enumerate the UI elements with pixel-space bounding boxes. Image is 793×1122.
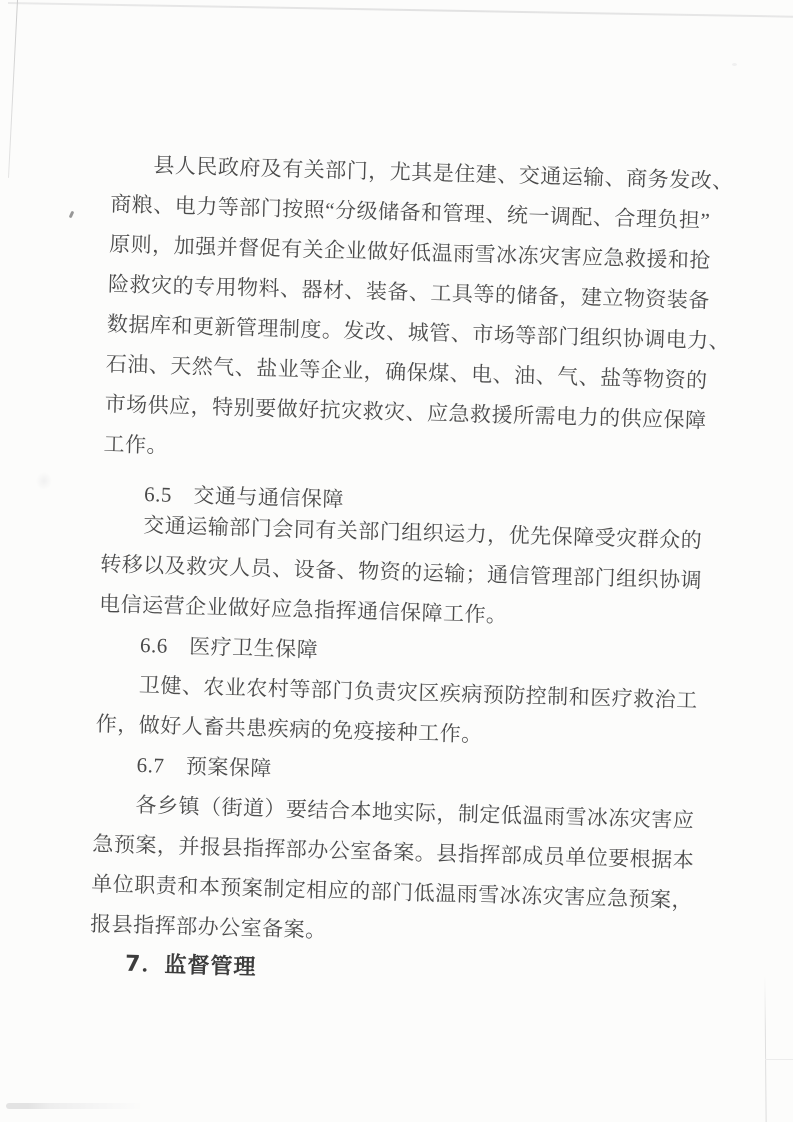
text-line: 险救灾的专用物料、器材、装备、工具等的储备，建立物资装备 (107, 271, 711, 313)
scan-artifact-smudge (36, 472, 52, 490)
text-line: 卫健、农业农村等部门负责灾区疾病预防控制和医疗救治工 (138, 672, 699, 713)
section-heading-6-5: 6.5 交通与通信保障 (143, 482, 345, 512)
text-line: 单位职责和本预案制定相应的部门低温雨雪冰冻灾害应急预案， (91, 871, 694, 913)
text-line: 交通运输部门会同有关部门组织运力，优先保障受灾群众的 (143, 513, 703, 553)
scan-artifact-ink-speck (69, 211, 75, 219)
text-line: 石油、天然气、盐业等企业，确保煤、电、油、气、盐等物资的 (105, 351, 708, 393)
text-line: 各乡镇（街道）要结合本地实际，制定低温雨雪冰冻灾害应 (135, 792, 695, 833)
text-line: 报县指挥部办公室备案。 (89, 911, 327, 943)
text-line: 电信运营企业做好应急指挥通信保障工作。 (98, 591, 508, 628)
text-line: 原则，加强并督促有关企业做好低温雨雪冰冻灾害应急救援和抢 (108, 231, 712, 273)
scan-artifact-top-edge (8, 2, 793, 17)
text-line: 转移以及救灾人员、设备、物资的运输；通信管理部门组织协调 (99, 551, 703, 593)
text-line: 作，做好人畜共患疾病的免疫接种工作。 (95, 711, 483, 747)
scan-artifact-right-branch (765, 1059, 793, 1060)
document-text-block (89, 144, 735, 1000)
scan-artifact-left-edge (8, 0, 18, 178)
text-line: 数据库和更新管理制度。发改、城管、市场等部门组织协调电力、 (106, 311, 731, 354)
scan-artifact-bottom-smudge (6, 1103, 144, 1109)
text-line: 市场供应，特别要做好抗灾救灾、应急救援所需电力的供应保障 (104, 391, 707, 433)
text-line: 急预案，并报县指挥部办公室备案。县指挥部成员单位要根据本 (92, 831, 695, 873)
text-line: 商粮、电力等部门按照“分级储备和管理、统一调配、合理负担” (109, 191, 711, 233)
scan-artifact-right-edge (764, 975, 767, 1122)
section-heading-6-6: 6.6 医疗卫生保障 (139, 632, 319, 662)
text-line: 县人民政府及有关部门，尤其是住建、交通运输、商务发改、 (153, 153, 735, 194)
scan-artifact-dot (732, 63, 737, 66)
section-heading-6-7: 6.7 预案保障 (136, 752, 273, 781)
section-heading-7: 7．监督管理 (124, 951, 257, 981)
text-line: 工作。 (103, 431, 169, 458)
